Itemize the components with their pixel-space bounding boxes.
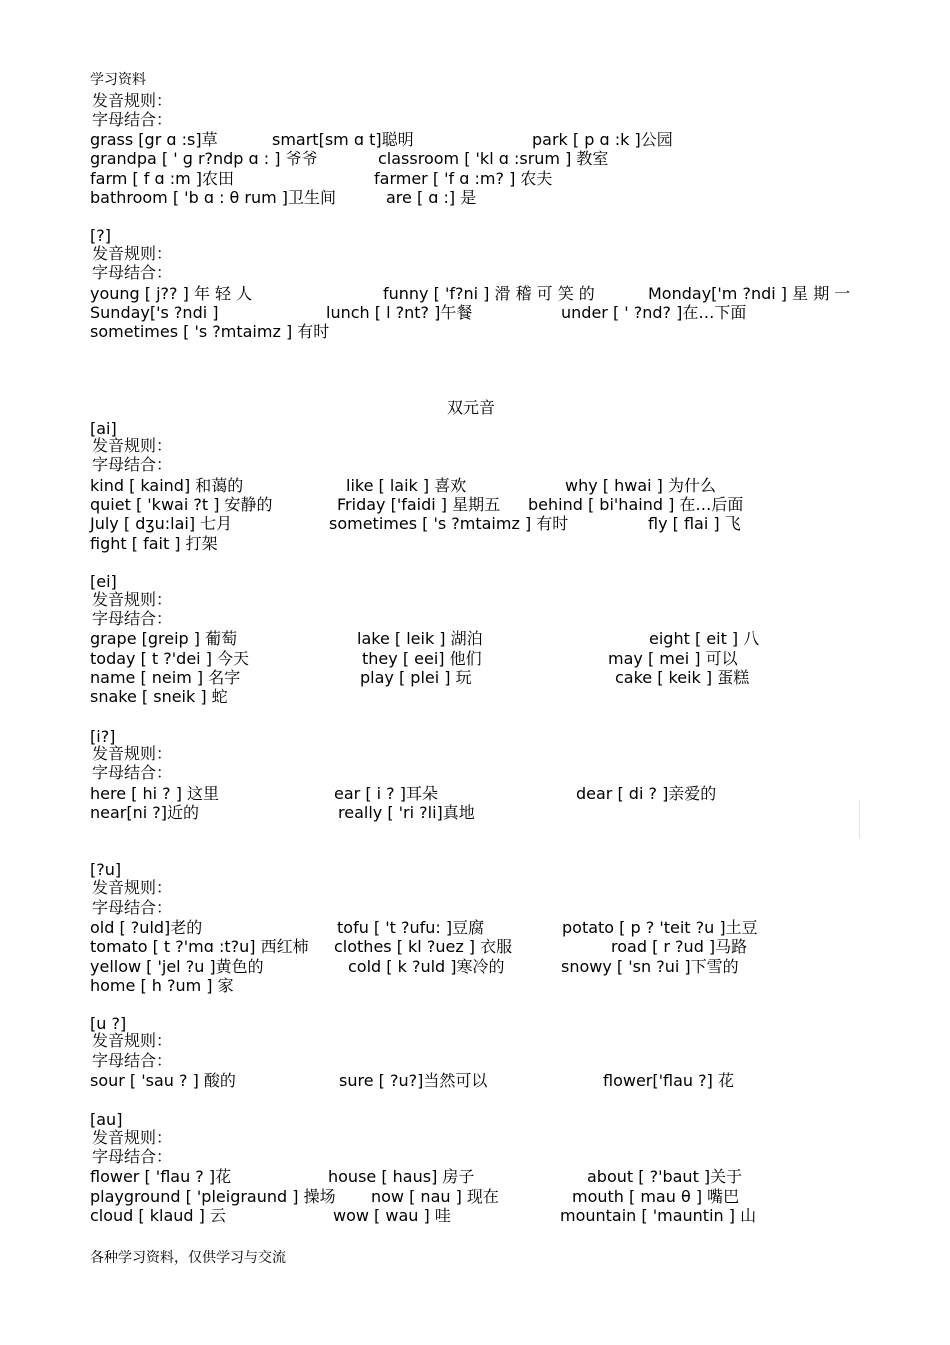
phonetic-symbol: [u ?] xyxy=(90,1014,127,1033)
word-entry: lake [ leik ] 湖泊 xyxy=(357,629,483,648)
word-entry: road [ r ?ud ]马路 xyxy=(611,937,748,956)
word-entry: really [ 'ri ?li]真地 xyxy=(338,803,475,822)
word-entry: tomato [ t ?'mɑ :t?u] 西红柿 xyxy=(90,937,309,956)
word-entry: Sunday['s ?ndi ] xyxy=(90,303,219,322)
word-entry: now [ nau ] 现在 xyxy=(371,1187,499,1206)
word-entry: may [ mei ] 可以 xyxy=(608,649,738,668)
word-entry: park [ p ɑ :k ]公园 xyxy=(532,130,673,149)
phonetic-symbol: [i?] xyxy=(90,727,116,746)
phonetic-symbol: [?u] xyxy=(90,860,122,879)
word-entry: near[ni ?]近的 xyxy=(90,803,200,822)
combo-label: 字母结合： xyxy=(92,609,173,628)
word-entry: here [ hi ? ] 这里 xyxy=(90,784,220,803)
combo-label: 字母结合： xyxy=(92,110,173,129)
combo-label: 字母结合： xyxy=(92,1051,173,1070)
word-entry: ear [ i ? ]耳朵 xyxy=(334,784,438,803)
rule-label: 发音规则： xyxy=(92,744,173,763)
rule-label: 发音规则： xyxy=(92,590,173,609)
section-title: 双元音 xyxy=(447,398,496,417)
word-entry: play [ plei ] 玩 xyxy=(360,668,472,687)
word-entry: sometimes [ 's ?mtaimz ] 有时 xyxy=(329,514,569,533)
word-entry: flower['flau ?] 花 xyxy=(603,1071,734,1090)
word-entry: eight [ eit ] 八 xyxy=(649,629,760,648)
word-entry: old [ ?uld]老的 xyxy=(90,918,203,937)
word-entry: farm [ f ɑ :m ]农田 xyxy=(90,169,235,188)
word-entry: young [ j?? ] 年 轻 人 xyxy=(90,284,253,303)
combo-label: 字母结合： xyxy=(92,1147,173,1166)
phonetic-symbol: [ei] xyxy=(90,572,117,591)
word-entry: grandpa [ ' ɡ r?ndp ɑ : ] 爷爷 xyxy=(90,149,318,168)
word-entry: yellow [ 'jel ?u ]黄色的 xyxy=(90,957,264,976)
word-entry: dear [ di ? ]亲爱的 xyxy=(576,784,717,803)
word-entry: playground [ 'pleigraund ] 操场 xyxy=(90,1187,336,1206)
word-entry: cloud [ klaud ] 云 xyxy=(90,1206,226,1225)
rule-label: 发音规则： xyxy=(92,1031,173,1050)
rule-label: 发音规则： xyxy=(92,878,173,897)
word-entry: wow [ wau ] 哇 xyxy=(333,1206,451,1225)
word-entry: tofu [ 't ?ufu: ]豆腐 xyxy=(337,918,485,937)
phonetic-symbol: [?] xyxy=(90,226,111,245)
word-entry: why [ hwai ] 为什么 xyxy=(565,476,717,495)
word-entry: today [ t ?'dei ] 今天 xyxy=(90,649,250,668)
word-entry: Friday ['faidi ] 星期五 xyxy=(337,495,501,514)
word-entry: fly [ flai ] 飞 xyxy=(648,514,741,533)
word-entry: mouth [ mau θ ] 嘴巴 xyxy=(572,1187,740,1206)
word-entry: sure [ ?u?]当然可以 xyxy=(339,1071,488,1090)
page-footer: 各种学习资料，仅供学习与交流 xyxy=(90,1250,286,1266)
word-entry: flower [ 'flau ? ]花 xyxy=(90,1167,232,1186)
word-entry: lunch [ l ?nt? ]午餐 xyxy=(326,303,473,322)
combo-label: 字母结合： xyxy=(92,763,173,782)
word-entry: funny [ 'f?ni ] 滑 稽 可 笑 的 xyxy=(383,284,595,303)
word-entry: snake [ sneik ] 蛇 xyxy=(90,687,228,706)
word-entry: fight [ fait ] 打架 xyxy=(90,534,218,553)
word-entry: grass [gr ɑ :s]草 xyxy=(90,130,218,149)
word-entry: quiet [ 'kwai ?t ] 安静的 xyxy=(90,495,273,514)
word-entry: name [ neim ] 名字 xyxy=(90,668,241,687)
word-entry: under [ ' ?nd? ]在…下面 xyxy=(561,303,747,322)
word-entry: Monday['m ?ndi ] 星 期 一 xyxy=(648,284,851,303)
word-entry: behind [ bi'haind ] 在…后面 xyxy=(528,495,744,514)
word-entry: kind [ kaind] 和蔼的 xyxy=(90,476,244,495)
word-entry: snowy [ 'sn ?ui ]下雪的 xyxy=(561,957,739,976)
phonetic-symbol: [au] xyxy=(90,1110,123,1129)
word-entry: sometimes [ 's ?mtaimz ] 有时 xyxy=(90,322,330,341)
word-entry: home [ h ?um ] 家 xyxy=(90,976,234,995)
word-entry: grape [greip ] 葡萄 xyxy=(90,629,238,648)
word-entry: smart[sm ɑ t]聪明 xyxy=(272,130,414,149)
word-entry: house [ haus] 房子 xyxy=(328,1167,475,1186)
word-entry: farmer [ 'f ɑ :m? ] 农夫 xyxy=(374,169,553,188)
word-entry: clothes [ kl ?uez ] 衣服 xyxy=(334,937,513,956)
word-entry: about [ ?'baut ]关于 xyxy=(587,1167,743,1186)
word-entry: mountain [ 'mauntin ] 山 xyxy=(560,1206,757,1225)
word-entry: classroom [ 'kl ɑ :srum ] 教室 xyxy=(378,149,609,168)
rule-label: 发音规则： xyxy=(92,1128,173,1147)
word-entry: bathroom [ 'b ɑ : θ rum ]卫生间 xyxy=(90,188,337,207)
combo-label: 字母结合： xyxy=(92,898,173,917)
word-entry: potato [ p ? 'teit ?u ]土豆 xyxy=(562,918,758,937)
rule-label: 发音规则： xyxy=(92,244,173,263)
combo-label: 字母结合： xyxy=(92,455,173,474)
page-header: 学习资料 xyxy=(90,72,146,88)
word-entry: cake [ keik ] 蛋糕 xyxy=(615,668,750,687)
rule-label: 发音规则： xyxy=(92,91,173,110)
word-entry: they [ eei] 他们 xyxy=(362,649,482,668)
word-entry: like [ laik ] 喜欢 xyxy=(346,476,467,495)
word-entry: sour [ 'sau ? ] 酸的 xyxy=(90,1071,236,1090)
page-divider xyxy=(859,800,860,838)
word-entry: cold [ k ?uld ]寒冷的 xyxy=(348,957,505,976)
word-entry: July [ dʒu:lai] 七月 xyxy=(90,514,233,533)
word-entry: are [ ɑ :] 是 xyxy=(386,188,477,207)
combo-label: 字母结合： xyxy=(92,263,173,282)
rule-label: 发音规则： xyxy=(92,436,173,455)
phonetic-symbol: [ai] xyxy=(90,419,117,438)
